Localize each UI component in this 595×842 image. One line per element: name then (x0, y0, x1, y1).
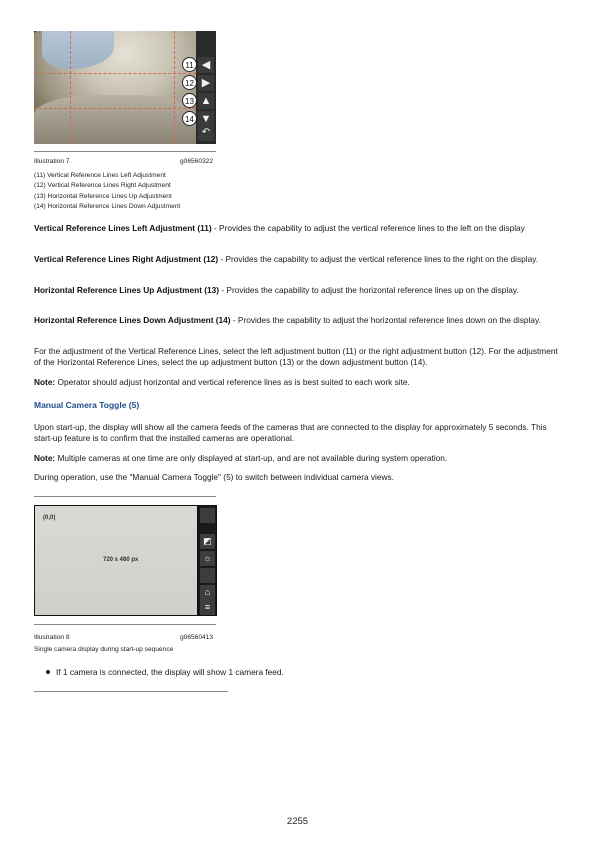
callout-12: 12 (182, 75, 197, 90)
fisheye-camera-view (34, 31, 196, 144)
illustration-7-code: g06560322 (180, 158, 214, 165)
startup-paragraph: Upon start-up, the display will show all the camera feeds of the cameras that are connected to the display for approximately 5 seconds. This start-up feature is to confirm that the installed cameras are operational. (34, 422, 547, 444)
definition-term: Vertical Reference Lines Left Adjustment (11) (34, 223, 212, 233)
note-text: Multiple cameras at one time are only displayed at start-up, and are not available during system operation. (55, 453, 448, 463)
illustration-7-image (34, 31, 216, 144)
illustration-8-description: Single camera display during start-up sequence (34, 646, 174, 653)
arrow-up-icon[interactable]: ▲ (198, 93, 214, 109)
caption-rule (34, 624, 216, 625)
illustration-7-legend (34, 171, 180, 212)
list-item-text: If 1 camera is connected, the display will show 1 camera feed. (56, 667, 284, 677)
resolution-label: 720 x 480 px (103, 557, 139, 563)
legend-item-11: (11) Vertical Reference Lines Left Adjustment (34, 172, 166, 179)
section-rule (34, 691, 228, 692)
adjustment-paragraph: For the adjustment of the Vertical Reference Lines, select the left adjustment button (11) or the right adjustment button (12). For the adjustment of the Horizontal Reference Lines, select the up adjustment button (13) or the down adjustment button (14). (34, 346, 558, 368)
operation-paragraph: During operation, use the "Manual Camera Toggle" (5) to switch between individual camera views. (34, 472, 394, 482)
illustration-8-image (34, 505, 217, 616)
bullet-icon (46, 670, 50, 674)
list-item (46, 667, 284, 677)
definition-text: - Provides the capability to adjust the horizontal reference lines down on the display. (230, 315, 541, 325)
return-icon[interactable]: ↶ (198, 125, 214, 141)
arrow-right-icon[interactable]: ▶ (198, 75, 214, 91)
contrast-icon[interactable]: ◩ (200, 534, 215, 549)
origin-label: (0,0) (43, 515, 56, 521)
definition-term: Vertical Reference Lines Right Adjustment (12) (34, 254, 219, 264)
vertical-reference-line (174, 31, 175, 144)
vertical-reference-line (70, 31, 71, 144)
illustration-7-caption: Illustration 7 (34, 158, 70, 165)
figure-rule (34, 496, 216, 497)
horizontal-reference-line (34, 108, 196, 109)
menu-icon[interactable]: ≡ (200, 600, 215, 615)
legend-item-12: (12) Vertical Reference Lines Right Adjustment (34, 182, 171, 190)
horizontal-reference-line (34, 73, 196, 74)
definition-paragraph (34, 254, 558, 265)
note-label: Note: (34, 453, 56, 463)
note-paragraph (34, 377, 558, 388)
legend-item-13: (13) Horizontal Reference Lines Up Adjustment (34, 192, 172, 200)
note-paragraph (34, 453, 558, 464)
arrow-down-icon[interactable]: ▼ (198, 111, 214, 127)
definition-paragraph (34, 223, 558, 234)
caption-rule (34, 151, 216, 152)
blank-button[interactable] (200, 568, 215, 583)
definition-term: Horizontal Reference Lines Down Adjustment (14) (34, 315, 231, 325)
callout-14: 14 (182, 111, 197, 126)
illustration-8-caption: Illustration 8 (34, 634, 70, 641)
camera-view-icon[interactable]: ⌂ (200, 585, 215, 600)
definition-text: - Provides the capability to adjust the vertical reference lines to the left on the display (211, 223, 525, 233)
blank-button[interactable] (200, 508, 215, 523)
page-number: 2255 (286, 816, 309, 827)
callout-13: 13 (182, 93, 197, 108)
definition-paragraph (34, 285, 558, 296)
section-heading: Manual Camera Toggle (5) (34, 400, 140, 410)
definition-text: - Provides the capability to adjust the vertical reference lines to the right on the display. (218, 254, 539, 264)
callout-11: 11 (182, 57, 197, 72)
illustration-8-code: g06560413 (180, 634, 214, 641)
note-text: Operator should adjust horizontal and vertical reference lines as is best suited to each work site. (55, 377, 410, 387)
arrow-left-icon[interactable]: ◀ (198, 57, 214, 73)
camera-display-screen (35, 506, 197, 615)
note-label: Note: (34, 377, 56, 387)
definition-paragraph (34, 315, 558, 326)
definition-text: - Provides the capability to adjust the horizontal reference lines up on the display. (219, 285, 519, 295)
definition-term: Horizontal Reference Lines Up Adjustment (13) (34, 285, 220, 295)
brightness-icon[interactable]: ☼ (200, 551, 215, 566)
legend-item-14: (14) Horizontal Reference Lines Down Adjustment (34, 202, 181, 210)
